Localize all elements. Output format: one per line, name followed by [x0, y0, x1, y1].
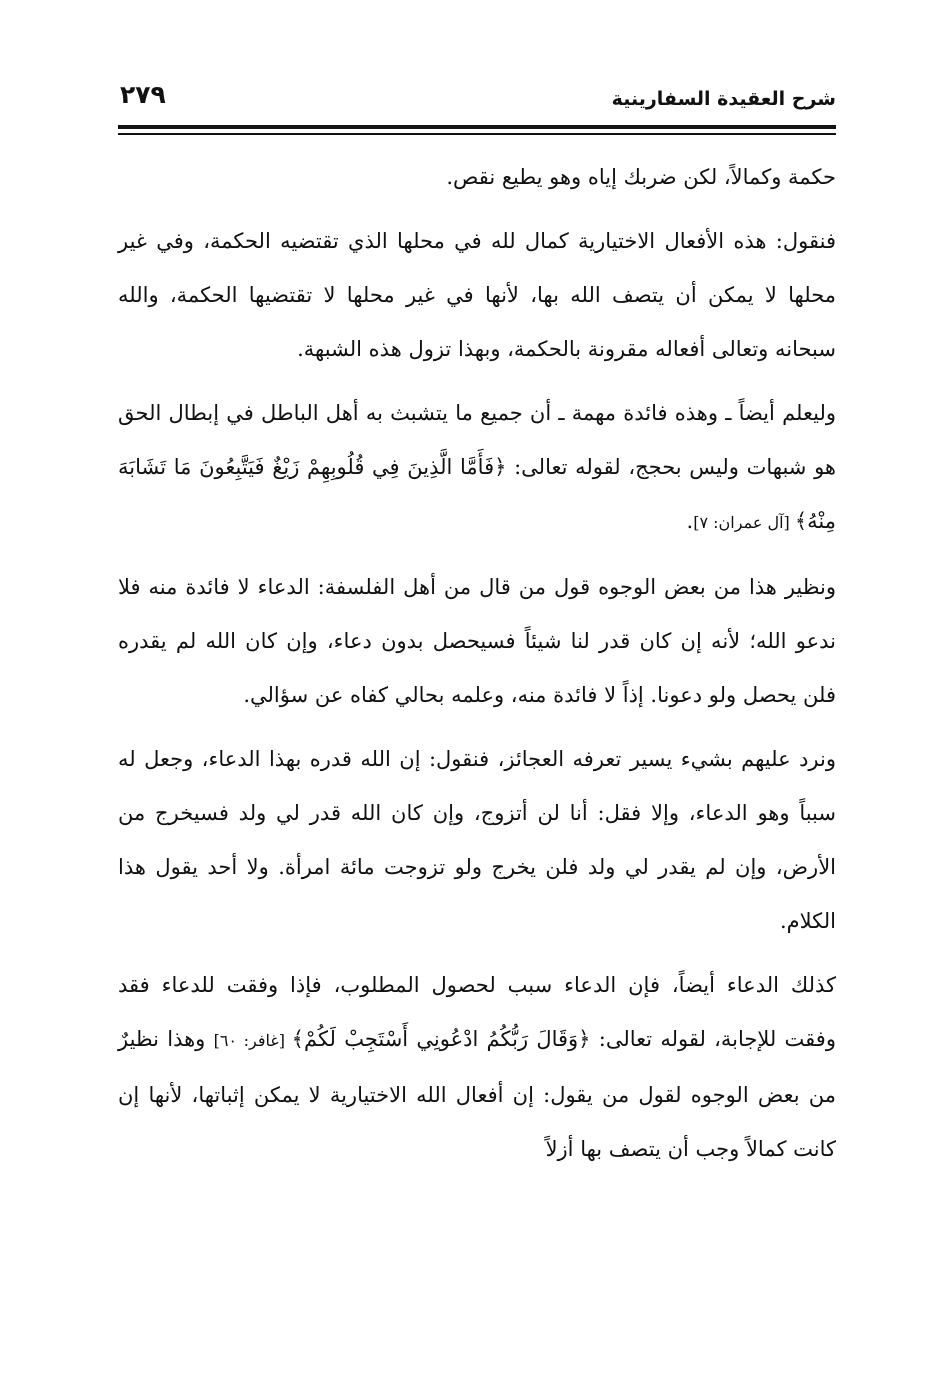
page-body — [118, 150, 836, 1186]
paragraph-text: كذلك الدعاء أيضاً، فإن الدعاء سبب لحصول المطلوب، فإذا وفقت للدعاء فقد وفقت للإجابة، لقوله تعالى: — [118, 973, 836, 1051]
paragraph-text: وليعلم أيضاً ـ وهذه فائدة مهمة ـ أن جميع ما يتشبث به أهل الباطل في إبطال الحق هو شبهات وليس بحجج، لقوله تعالى: — [118, 401, 836, 479]
paragraph-text-end: . — [686, 509, 694, 533]
header-rule-thin — [118, 133, 836, 135]
verse-reference: [آل عمران: ٧] — [693, 513, 795, 532]
quran-verse: ﴿وَقَالَ رَبُّكُمُ ادْعُونِي أَسْتَجِبْ لَكُمْ﴾ — [291, 1027, 591, 1051]
paragraph-text: فنقول: هذه الأفعال الاختيارية كمال لله في محلها الذي تقتضيه الحكمة، وفي غير محلها لا يمكن أن يتصف الله بها، لأنها في غير محلها لا تقتضيها الحكمة، والله سبحانه وتعالى أفعاله مقرونة بالحكمة، وبهذا تزول هذه الشبهة. — [118, 229, 836, 361]
book-title: شرح العقيدة السفارينية — [611, 88, 836, 110]
page-number: ٢٧٩ — [120, 80, 166, 109]
paragraph — [118, 214, 836, 376]
quran-verse: ﴿فَأَمَّا الَّذِينَ فِي قُلُوبِهِمْ زَيْغٌ فَيَتَّبِعُونَ مَا تَشَابَهَ مِنْهُ﴾ — [118, 455, 836, 533]
header-rule-thick — [118, 125, 836, 129]
paragraph-text: حكمة وكمالاً، لكن ضربك إياه وهو يطيع نقص. — [446, 165, 836, 189]
paragraph — [118, 958, 836, 1176]
paragraph-text-end: وهذا نظيرٌ من بعض الوجوه لقول من يقول: إن أفعال الله الاختيارية لا يمكن إثباتها، لأنها إن كانت كمالاً وجب أن يتصف بها أزلاً — [118, 1027, 836, 1161]
verse-reference: [غافر: ٦٠] — [213, 1031, 292, 1050]
paragraph-text: ونرد عليهم بشيء يسير تعرفه العجائز، فنقول: إن الله قدره بهذا الدعاء، وجعل له سبباً وهو الدعاء، وإلا فقل: أنا لن أتزوج، وإن كان الله قدر لي ولد فسيخرج من الأرض، وإن لم يقدر لي ولد فلن يخرج ولو تزوجت مائة امرأة. ولا أحد يقول هذا الكلام. — [118, 747, 836, 933]
paragraph-text: ونظير هذا من بعض الوجوه قول من قال من أهل الفلسفة: الدعاء لا فائدة منه فلا ندعو الله؛ لأنه إن كان قدر لنا شيئاً فسيحصل بدون دعاء، وإن كان الله لم يقدره فلن يحصل ولو دعونا. إذاً لا فائدة منه، وعلمه بحالي كفاه عن سؤالي. — [118, 575, 836, 707]
paragraph — [118, 560, 836, 722]
page-header — [118, 78, 836, 124]
paragraph — [118, 732, 836, 948]
paragraph — [118, 386, 836, 550]
paragraph — [118, 150, 836, 204]
